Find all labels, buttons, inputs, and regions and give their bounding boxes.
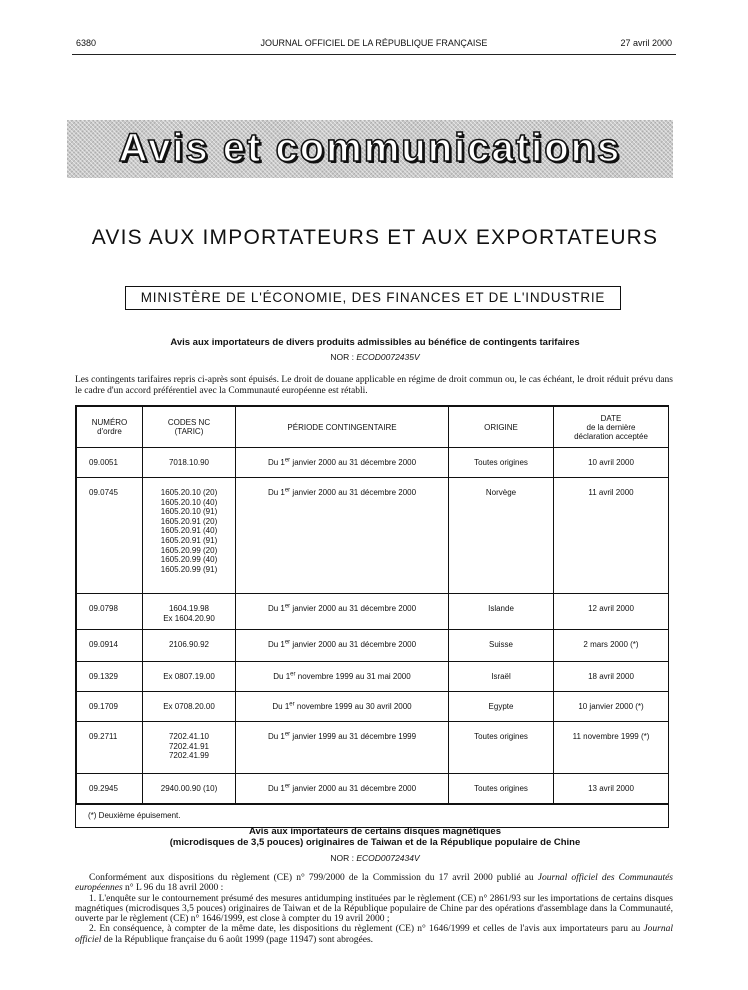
cell-periode: Du 1er janvier 2000 au 31 décembre 2000: [236, 448, 449, 478]
col-numero: NUMÉRO d'ordre: [77, 407, 143, 448]
col-origine: ORIGINE: [449, 407, 554, 448]
table-footnote: (*) Deuxième épuisement.: [76, 804, 668, 827]
table-row: [77, 722, 669, 774]
cell-codes: 2940.00.90 (10): [143, 774, 236, 804]
table-row: [77, 692, 669, 722]
cell-origine: Suisse: [449, 630, 554, 662]
cell-periode: Du 1er janvier 2000 au 31 décembre 2000: [236, 774, 449, 804]
cell-origine: Norvège: [449, 478, 554, 594]
notice2-paragraph-1: Conformément aux dispositions du règlement (CE) n° 799/2000 de la Commission du 17 avril 2000 publié au Journal officiel des Communautés européennes n° L 96 du 18 avril 2000 :: [75, 873, 673, 894]
notice1-intro: Les contingents tarifaires repris ci-après sont épuisés. Le droit de douane applicable en régime de droit commun ou, le cas échéant, le droit réduit prévu dans le cadre d'un accord préférentiel avec la Communauté européenne est rétabli.: [75, 375, 673, 396]
table-header-row: [77, 407, 669, 448]
cell-numero: 09.1709: [77, 692, 143, 722]
cell-numero: 09.2945: [77, 774, 143, 804]
table-row: [77, 630, 669, 662]
cell-codes: 1604.19.98 Ex 1604.20.90: [143, 594, 236, 630]
cell-date: 10 avril 2000: [554, 448, 669, 478]
cell-codes: Ex 0708.20.00: [143, 692, 236, 722]
notice2-title-line1: Avis aux importateurs de certains disques magnétiques: [248, 826, 501, 837]
cell-codes: 1605.20.10 (20) 1605.20.10 (40) 1605.20.10 (91) 1605.20.91 (20) 1605.20.91 (40) 1605.20.91 (91) 1605.20.99 (20) 1605.20.99 (40) 1605.20.99 (91): [143, 478, 236, 594]
cell-date: 11 novembre 1999 (*): [554, 722, 669, 774]
cell-codes: 7202.41.10 7202.41.91 7202.41.99: [143, 722, 236, 774]
cell-origine: Toutes origines: [449, 722, 554, 774]
cell-date: 13 avril 2000: [554, 774, 669, 804]
page-number: 6380: [76, 38, 97, 48]
table-row: [77, 662, 669, 692]
banner-title: Avis et communications: [118, 126, 622, 170]
table-row: [77, 448, 669, 478]
nor-code: ECOD0072434V: [356, 853, 420, 863]
issue-date: 27 avril 2000: [620, 38, 672, 48]
cell-date: 10 janvier 2000 (*): [554, 692, 669, 722]
cell-date: 18 avril 2000: [554, 662, 669, 692]
main-title: AVIS AUX IMPORTATEURS ET AUX EXPORTATEURS: [91, 226, 659, 249]
table-row: [77, 594, 669, 630]
col-date: DATE de la dernière déclaration acceptée: [554, 407, 669, 448]
nor-label: NOR :: [330, 352, 354, 362]
cell-numero: 09.0798: [77, 594, 143, 630]
cell-periode: Du 1er novembre 1999 au 30 avril 2000: [236, 692, 449, 722]
cell-date: 11 avril 2000: [554, 478, 669, 594]
notice1-nor: [60, 352, 690, 362]
quota-table: [75, 405, 669, 828]
cell-numero: 09.0914: [77, 630, 143, 662]
cell-date: 2 mars 2000 (*): [554, 630, 669, 662]
cell-periode: Du 1er janvier 2000 au 31 décembre 2000: [236, 478, 449, 594]
cell-origine: Toutes origines: [449, 774, 554, 804]
nor-label: NOR :: [330, 853, 354, 863]
header-rule: [72, 54, 676, 55]
notice2-paragraph-3: 2. En conséquence, à compter de la même date, les dispositions du règlement (CE) n° 1646/1999 et celles de l'avis aux importateurs paru au Journal officiel de la République française du 6 août 1999 (page 11947) sont abrogées.: [75, 924, 673, 945]
cell-origine: Egypte: [449, 692, 554, 722]
section-banner: [67, 120, 673, 178]
journal-title: JOURNAL OFFICIEL DE LA RÉPUBLIQUE FRANÇAISE: [260, 38, 488, 48]
cell-codes: Ex 0807.19.00: [143, 662, 236, 692]
cell-numero: 09.1329: [77, 662, 143, 692]
cell-date: 12 avril 2000: [554, 594, 669, 630]
table-row: [77, 478, 669, 594]
table-row: [77, 774, 669, 804]
notice1-title: Avis aux importateurs de divers produits admissibles au bénéfice de contingents tarifaires: [170, 337, 580, 348]
notice2-title-line2: (microdisques de 3,5 pouces) originaires de Taiwan et de la République populaire de Chine: [169, 837, 581, 848]
cell-codes: 7018.10.90: [143, 448, 236, 478]
col-periode: PÉRIODE CONTINGENTAIRE: [236, 407, 449, 448]
cell-numero: 09.0745: [77, 478, 143, 594]
nor-code: ECOD0072435V: [356, 352, 420, 362]
cell-periode: Du 1er janvier 2000 au 31 décembre 2000: [236, 594, 449, 630]
notice2-nor: [60, 853, 690, 863]
cell-origine: Islande: [449, 594, 554, 630]
cell-origine: Israël: [449, 662, 554, 692]
notice2-body: [75, 873, 673, 945]
cell-codes: 2106.90.92: [143, 630, 236, 662]
cell-periode: Du 1er janvier 2000 au 31 décembre 2000: [236, 630, 449, 662]
cell-origine: Toutes origines: [449, 448, 554, 478]
cell-periode: Du 1er janvier 1999 au 31 décembre 1999: [236, 722, 449, 774]
cell-numero: 09.2711: [77, 722, 143, 774]
ministry-box: MINISTÈRE DE L'ÉCONOMIE, DES FINANCES ET DE L'INDUSTRIE: [125, 286, 621, 310]
cell-numero: 09.0051: [77, 448, 143, 478]
col-codes: CODES NC (TARIC): [143, 407, 236, 448]
cell-periode: Du 1er novembre 1999 au 31 mai 2000: [236, 662, 449, 692]
notice2-paragraph-2: 1. L'enquête sur le contournement présumé des mesures antidumping instituées par le règlement (CE) n° 2861/93 sur les importations de certains disques magnétiques (microdisques 3,5 pouces) originaires de Taiwan et de la République populaire de Chine par des opérations d'assemblage dans la Communauté, ouverte par le règlement (CE) n° 1646/1999, est close à compter du 19 avril 2000 ;: [75, 893, 673, 925]
